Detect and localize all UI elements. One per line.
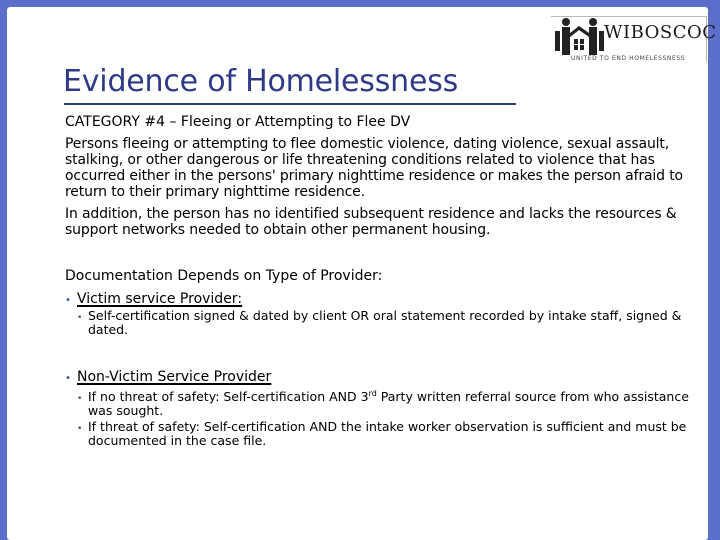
provider-label: Non-Victim Service Provider xyxy=(77,369,272,385)
list-item-text: If no threat of safety: Self-certification AND 3rd Party written referral source from who assistance was sought. xyxy=(88,389,689,419)
list-item-text: If threat of safety: Self-certification AND the intake worker observation is sufficient and must be documented in the case file. xyxy=(88,419,687,449)
slide xyxy=(7,7,717,540)
logo-tagline: UNITED TO END HOMELESSNESS xyxy=(571,55,686,62)
people-house-icon xyxy=(553,17,605,57)
bullet-icon: • xyxy=(77,394,83,405)
title-underline xyxy=(64,103,516,105)
category-heading: CATEGORY #4 – Fleeing or Attempting to Flee DV xyxy=(65,114,411,130)
list-item xyxy=(77,309,701,337)
definition-paragraph: Persons fleeing or attempting to flee domestic violence, dating violence, sexual assault, stalking, or other dangerous or life threatening conditions related to violence that has occurred either in the persons' primary nighttime residence or makes the person afraid to return to their primary nighttime residence. xyxy=(65,136,683,200)
list-item xyxy=(77,420,701,448)
provider-non-victim-items xyxy=(77,387,701,448)
slide-content xyxy=(65,114,701,448)
bullet-icon: • xyxy=(65,373,71,384)
provider-victim xyxy=(65,291,701,309)
bullet-icon: • xyxy=(77,424,83,435)
provider-non-victim xyxy=(65,369,701,387)
addition-paragraph: In addition, the person has no identified subsequent residence and lacks the resources & support networks needed to obtain other permanent housing. xyxy=(65,206,677,238)
documentation-heading: Documentation Depends on Type of Provider: xyxy=(65,268,383,284)
provider-victim-items xyxy=(77,309,701,337)
bullet-icon: • xyxy=(77,313,83,323)
logo-name: WIBOSCOC xyxy=(604,22,717,43)
slide-title: Evidence of Homelessness xyxy=(63,64,459,99)
bullet-icon: • xyxy=(65,295,71,306)
provider-label: Victim service Provider: xyxy=(77,291,243,307)
list-item xyxy=(77,387,701,418)
list-item-text: Self-certification signed & dated by client OR oral statement recorded by intake staff, signed & dated. xyxy=(88,308,682,337)
wiboscoc-logo xyxy=(551,16,717,68)
